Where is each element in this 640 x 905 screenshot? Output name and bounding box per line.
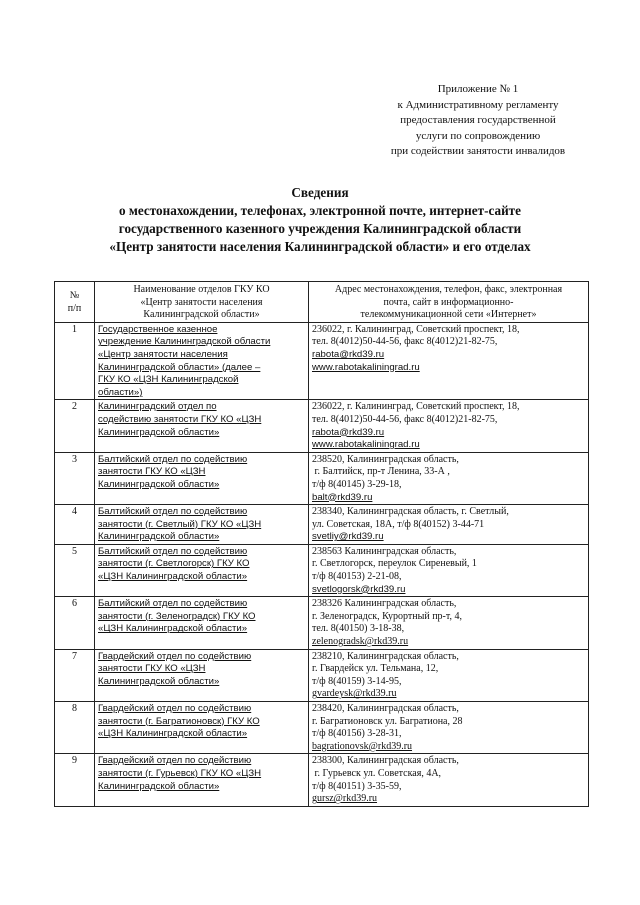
row-number: 9 xyxy=(55,754,95,806)
department-name-line: занятости (г. Гурьевск) ГКУ КО «ЦЗН xyxy=(98,767,262,779)
table-row xyxy=(55,544,589,596)
address-line: 238563 Калининградская область, xyxy=(312,545,457,557)
address-line: 236022, г. Калининград, Советский проспект, 18, xyxy=(312,401,520,413)
address-line: тел. 8(4012)50-44-56, факс 8(4012)21-82-75, xyxy=(312,413,498,425)
header-text: Калининградской области» xyxy=(143,309,260,321)
table-row xyxy=(55,754,589,806)
heading-line: «Центр занятости населения Калининградской области» и его отделах xyxy=(109,239,531,254)
appendix-line: при содействии занятости инвалидов xyxy=(390,145,566,157)
department-name-line: «ЦЗН Калининградской области» xyxy=(98,623,248,635)
row-number: 1 xyxy=(55,322,95,400)
row-number: 5 xyxy=(55,544,95,596)
department-name-line: занятости (г. Светлый) ГКУ КО «ЦЗН xyxy=(98,518,262,530)
department-name xyxy=(95,322,309,400)
address-line: т/ф 8(40159) 3-14-95, xyxy=(312,675,402,687)
department-name xyxy=(95,702,309,754)
department-name-line: Калининградской области» xyxy=(98,426,220,438)
department-name-line: занятости (г. Зеленоградск) ГКУ КО xyxy=(98,610,256,622)
appendix-line: услуги по сопровождению xyxy=(415,129,541,142)
department-name-line: учреждение Калининградской области xyxy=(98,336,271,348)
address-line: г. Гвардейск ул. Тельмана, 12, xyxy=(312,663,439,675)
address-line: 238210, Калининградская область, xyxy=(312,650,459,662)
department-contacts xyxy=(309,400,589,452)
email-link[interactable]: gvardeysk@rkd39.ru xyxy=(312,688,397,700)
header-name xyxy=(95,282,309,323)
email-link[interactable]: bagrationovsk@rkd39.ru xyxy=(312,740,413,752)
department-name-line: занятости ГКУ КО «ЦЗН xyxy=(98,466,206,478)
header-text: «Центр занятости населения xyxy=(140,296,263,308)
table-row xyxy=(55,702,589,754)
address-line: 238420, Калининградская область, xyxy=(312,703,459,714)
row-number: 2 xyxy=(55,400,95,452)
address-line: г. Гурьевск ул. Советская, 4А, xyxy=(312,767,442,779)
row-number: 4 xyxy=(55,505,95,545)
department-name-line: Гвардейский отдел по содействию xyxy=(98,650,252,662)
table-row xyxy=(55,322,589,400)
header-text: п/п xyxy=(67,302,82,314)
header-num xyxy=(55,282,95,323)
departments-table xyxy=(54,281,589,807)
document-heading xyxy=(0,184,640,256)
department-name-line: содействию занятости ГКУ КО «ЦЗН xyxy=(98,413,262,425)
department-name xyxy=(95,400,309,452)
address-line: г. Багратионовск ул. Багратиона, 28 xyxy=(312,715,463,727)
department-name xyxy=(95,754,309,806)
department-contacts xyxy=(309,597,589,649)
website-link[interactable]: www.rabotakaliningrad.ru xyxy=(312,361,420,373)
department-name-line: Калининградской области» xyxy=(98,531,220,543)
heading-title: Сведения xyxy=(291,185,349,200)
email-link[interactable]: svetliy@rkd39.ru xyxy=(312,531,384,543)
department-name-line: Балтийский отдел по содействию xyxy=(98,506,248,518)
address-line: т/ф 8(40156) 3-28-31, xyxy=(312,728,402,740)
row-number: 8 xyxy=(55,702,95,754)
table-row xyxy=(55,649,589,701)
department-contacts xyxy=(309,544,589,596)
department-name xyxy=(95,597,309,649)
row-number: 3 xyxy=(55,452,95,504)
email-link[interactable]: zelenogradsk@rkd39.ru xyxy=(312,636,409,648)
address-line: 238326 Калининградская область, xyxy=(312,598,457,610)
address-line: 238300, Калининградская область, xyxy=(312,755,459,767)
header-text: Наименование отделов ГКУ КО xyxy=(133,284,270,295)
department-name-line: Калининградской области» (далее – xyxy=(98,361,261,373)
header-text: телекоммуникационной сети «Интернет» xyxy=(360,309,537,321)
department-name-line: Государственное казенное xyxy=(98,323,218,335)
department-name-line: Балтийский отдел по содействию xyxy=(98,453,248,465)
heading-line: о местонахождении, телефонах, электронной почте, интернет-сайте xyxy=(119,203,521,218)
header-address xyxy=(309,282,589,323)
department-name-line: занятости (г. Светлогорск) ГКУ КО xyxy=(98,558,250,570)
department-name-line: Калининградской области» xyxy=(98,780,220,792)
address-line: г. Балтийск, пр-т Ленина, 33-А , xyxy=(312,466,450,478)
table-row xyxy=(55,452,589,504)
department-name-line: Балтийский отдел по содействию xyxy=(98,598,248,610)
department-contacts xyxy=(309,702,589,754)
address-line: тел. 8(40150) 3-18-38, xyxy=(312,623,405,635)
department-contacts xyxy=(309,452,589,504)
department-name xyxy=(95,649,309,701)
department-name-line: Калининградский отдел по xyxy=(98,401,217,413)
header-text: № xyxy=(69,290,80,301)
address-line: т/ф 8(40145) 3-29-18, xyxy=(312,478,402,490)
department-name-line: области») xyxy=(98,386,143,398)
department-name-line: Калининградской области» xyxy=(98,675,220,687)
department-name-line: занятости (г. Багратионовск) ГКУ КО xyxy=(98,715,260,727)
department-name xyxy=(95,452,309,504)
address-line: тел. 8(4012)50-44-56, факс 8(4012)21-82-75, xyxy=(312,336,498,348)
header-text: Адрес местонахождения, телефон, факс, электронная xyxy=(334,284,563,295)
row-number: 6 xyxy=(55,597,95,649)
department-contacts xyxy=(309,322,589,400)
appendix-note xyxy=(360,82,596,160)
address-line: г. Зеленоградск, Курортный пр-т, 4, xyxy=(312,610,463,622)
table-row xyxy=(55,505,589,545)
email-link[interactable]: balt@rkd39.ru xyxy=(312,491,373,503)
website-link[interactable]: www.rabotakaliningrad.ru xyxy=(312,439,420,451)
table-header-row xyxy=(55,282,589,323)
header-text: почта, сайт в информационно- xyxy=(383,296,514,308)
appendix-line: к Административному регламенту xyxy=(397,98,559,111)
email-link[interactable]: rabota@rkd39.ru xyxy=(312,426,385,438)
department-contacts xyxy=(309,649,589,701)
department-name-line: Гвардейский отдел по содействию xyxy=(98,755,252,767)
department-name xyxy=(95,544,309,596)
email-link[interactable]: gursz@rkd39.ru xyxy=(312,793,378,805)
department-name-line: «ЦЗН Калининградской области» xyxy=(98,571,248,583)
address-line: 236022, г. Калининград, Советский проспект, 18, xyxy=(312,323,520,335)
department-contacts xyxy=(309,505,589,545)
department-contacts xyxy=(309,754,589,806)
email-link[interactable]: rabota@rkd39.ru xyxy=(312,348,385,360)
department-name-line: ГКУ КО «ЦЗН Калининградской xyxy=(98,374,239,386)
table-row xyxy=(55,597,589,649)
department-name-line: занятости ГКУ КО «ЦЗН xyxy=(98,663,206,675)
address-line: 238520, Калининградская область, xyxy=(312,453,459,465)
department-name-line: «Центр занятости населения xyxy=(98,348,228,360)
address-line: 238340, Калининградская область, г. Светлый, xyxy=(312,506,509,518)
department-name-line: «ЦЗН Калининградской области» xyxy=(98,728,248,740)
appendix-line: предоставления государственной xyxy=(400,114,556,126)
table-row xyxy=(55,400,589,452)
department-name-line: Калининградской области» xyxy=(98,478,220,490)
address-line: т/ф 8(40153) 2-21-08, xyxy=(312,571,402,583)
row-number: 7 xyxy=(55,649,95,701)
department-name xyxy=(95,505,309,545)
heading-line: государственного казенного учреждения Калининградской области xyxy=(118,221,522,236)
department-name-line: Гвардейский отдел по содействию xyxy=(98,703,252,714)
address-line: ул. Советская, 18А, т/ф 8(40152) 3-44-71 xyxy=(312,518,485,530)
address-line: г. Светлогорск, переулок Сиреневый, 1 xyxy=(312,558,477,570)
appendix-line: Приложение № 1 xyxy=(437,83,519,95)
address-line: т/ф 8(40151) 3-35-59, xyxy=(312,780,402,792)
department-name-line: Балтийский отдел по содействию xyxy=(98,545,248,557)
email-link[interactable]: svetlogorsk@rkd39.ru xyxy=(312,583,406,595)
